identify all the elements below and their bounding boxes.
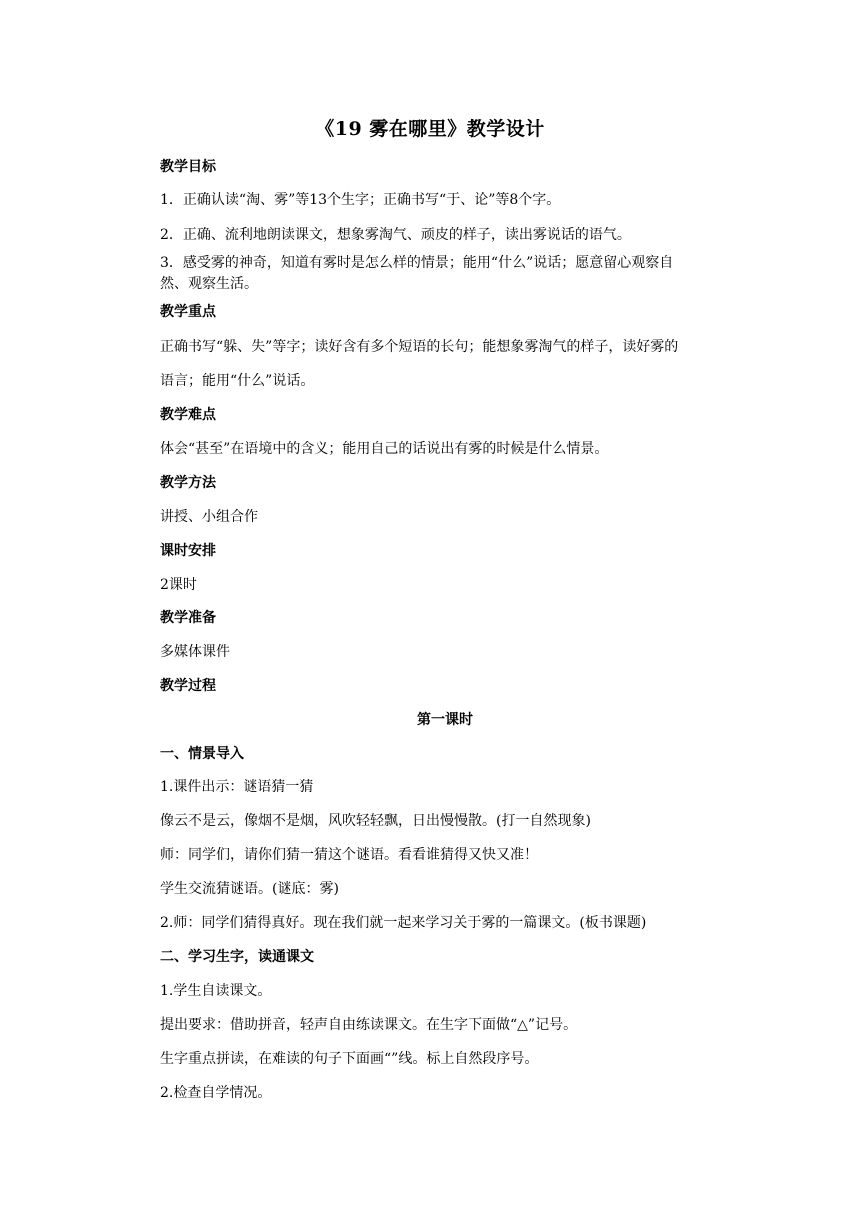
methods-heading: 教学方法: [160, 475, 216, 491]
section2-heading: 二、学习生字，读通课文: [160, 949, 314, 965]
section2-line: 提出要求：借助拼音，轻声自由练读课文。在生字下面做“△”记号。: [160, 1017, 578, 1033]
section2-line: 1.学生自读课文。: [160, 983, 272, 999]
section1-line: 2.师：同学们猜得真好。现在我们就一起来学习关于雾的一篇课文。(板书课题): [160, 915, 647, 931]
section1-line: 师：同学们，请你们猜一猜这个谜语。看看谁猜得又快又准！: [160, 847, 538, 863]
key-points-heading: 教学重点: [160, 304, 216, 320]
goal-item: 1．正确认读“淘、雾”等13个生字；正确书写“于、论”等8个字。: [160, 192, 561, 208]
preparation-text: 多媒体课件: [160, 644, 230, 660]
goal-item: 3．感受雾的神奇，知道有雾时是怎么样的情景；能用“什么”说话；愿意留心观察自: [160, 255, 674, 271]
schedule-heading: 课时安排: [160, 543, 216, 559]
section1-line: 1.课件出示：谜语猜一猜: [160, 779, 314, 795]
section1-line: 像云不是云，像烟不是烟，风吹轻轻飘，日出慢慢散。(打一自然现象): [160, 813, 591, 829]
process-heading: 教学过程: [160, 678, 216, 694]
section1-line: 学生交流猜谜语。(谜底：雾): [160, 881, 339, 897]
document-title: 《19 雾在哪里》教学设计: [315, 118, 545, 140]
preparation-heading: 教学准备: [160, 610, 216, 626]
goal-item-continuation: 然、观察生活。: [160, 276, 258, 292]
goal-item: 2．正确、流利地朗读课文，想象雾淘气、顽皮的样子，读出雾说话的语气。: [160, 227, 631, 243]
section2-line: 生字重点拼读，在难读的句子下面画“”线。标上自然段序号。: [160, 1051, 539, 1067]
key-points-line: 语言；能用“什么”说话。: [160, 373, 315, 389]
difficulties-heading: 教学难点: [160, 407, 216, 423]
schedule-text: 2课时: [160, 577, 197, 593]
goals-heading: 教学目标: [160, 159, 216, 175]
section2-line: 2.检查自学情况。: [160, 1085, 272, 1101]
methods-text: 讲授、小组合作: [160, 509, 258, 525]
difficulties-text: 体会“甚至”在语境中的含义；能用自己的话说出有雾的时候是什么情景。: [160, 441, 609, 457]
section1-heading: 一、情景导入: [160, 746, 244, 762]
key-points-line: 正确书写“躲、失”等字；读好含有多个短语的长句；能想象雾淘气的样子，读好雾的: [160, 339, 679, 355]
lesson-title: 第一课时: [417, 712, 473, 728]
